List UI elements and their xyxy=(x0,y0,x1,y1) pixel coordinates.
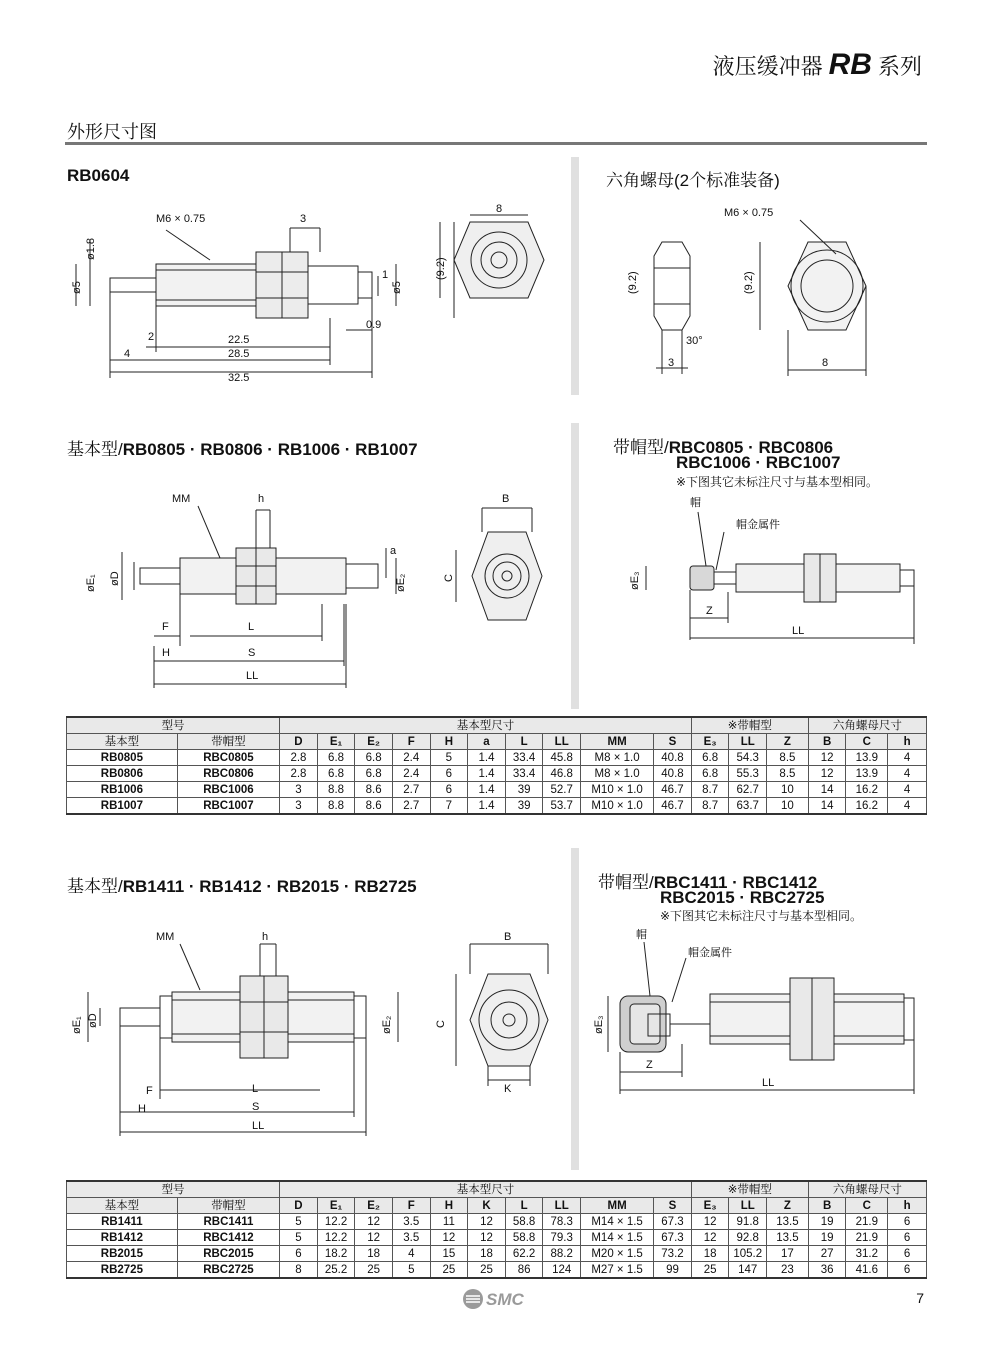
basic2-k: K xyxy=(504,1083,512,1095)
value-cell: 18.2 xyxy=(317,1246,355,1262)
t1-col: 基本型 xyxy=(67,734,178,750)
spec-table-1 xyxy=(66,716,927,815)
t2-group-basic: 基本型尺寸 xyxy=(280,1181,692,1198)
basic1-e2: øE₂ xyxy=(395,573,407,592)
value-cell: 91.8 xyxy=(729,1214,767,1230)
value-cell: 86 xyxy=(505,1262,543,1279)
value-cell: 12 xyxy=(808,766,846,782)
cap2-e3: øE₃ xyxy=(593,1015,605,1034)
cap1-title-line2: RBC1006 · RBC1007 xyxy=(676,453,841,472)
model-cell: RBC2725 xyxy=(177,1262,279,1279)
value-cell: 12.2 xyxy=(317,1214,355,1230)
value-cell: 19 xyxy=(808,1214,846,1230)
value-cell: 1.4 xyxy=(468,766,506,782)
rb0604-dim-09: 0.9 xyxy=(366,319,382,331)
basic2-e1: øE₁ xyxy=(71,1016,83,1034)
value-cell: 39 xyxy=(505,782,543,798)
value-cell: 13.5 xyxy=(767,1214,809,1230)
value-cell: 12 xyxy=(468,1230,506,1246)
cap2-ll: LL xyxy=(762,1077,775,1089)
value-cell: 6.8 xyxy=(691,766,729,782)
rb0604-drawing xyxy=(60,200,570,390)
basic2-c: C xyxy=(435,1020,447,1028)
value-cell: 16.2 xyxy=(846,798,888,815)
basic1-mm: MM xyxy=(172,493,191,505)
value-cell: 6.8 xyxy=(317,750,355,766)
value-cell: 6 xyxy=(430,766,468,782)
t1-col: B xyxy=(808,734,846,750)
section-title: 外形尺寸图 xyxy=(67,122,157,142)
value-cell: 6 xyxy=(888,1214,927,1230)
model-cell: RB2015 xyxy=(67,1246,178,1262)
value-cell: 105.2 xyxy=(729,1246,767,1262)
value-cell: 25 xyxy=(468,1262,506,1279)
value-cell: 17 xyxy=(767,1246,809,1262)
rb0604-dim-3: 3 xyxy=(300,213,307,225)
basic2-drawing xyxy=(60,924,570,1140)
divider-2 xyxy=(571,423,579,709)
t1-col: E₂ xyxy=(355,734,393,750)
value-cell: 7 xyxy=(430,798,468,815)
table-row xyxy=(67,1230,927,1246)
header-series: 系列 xyxy=(877,54,922,79)
value-cell: 79.3 xyxy=(543,1230,581,1246)
value-cell: 4 xyxy=(888,782,927,798)
value-cell: 88.2 xyxy=(543,1246,581,1262)
t2-col: E₂ xyxy=(355,1198,393,1214)
value-cell: 12 xyxy=(468,1214,506,1230)
rb0604-dim-325: 32.5 xyxy=(228,372,250,384)
value-cell: 31.2 xyxy=(846,1246,888,1262)
t1-col: LL xyxy=(729,734,767,750)
value-cell: 12 xyxy=(355,1230,393,1246)
value-cell: 52.7 xyxy=(543,782,581,798)
value-cell: 10 xyxy=(767,782,809,798)
cap2-title-line2: RBC2015 · RBC2725 xyxy=(660,888,825,907)
value-cell: M8 × 1.0 xyxy=(581,766,654,782)
value-cell: 6.8 xyxy=(355,766,393,782)
divider-1 xyxy=(571,157,579,395)
rb0604-dim-d5b: ø5 xyxy=(391,281,403,294)
value-cell: 63.7 xyxy=(729,798,767,815)
value-cell: 2.8 xyxy=(280,750,318,766)
t2-col: LL xyxy=(729,1198,767,1214)
rb0604-title: RB0604 xyxy=(67,166,130,185)
cap1-fitting: 帽金属件 xyxy=(736,519,780,531)
value-cell: 45.8 xyxy=(543,750,581,766)
rb0604-dim-225: 22.5 xyxy=(228,334,250,346)
table-row xyxy=(67,1214,927,1230)
value-cell: 67.3 xyxy=(654,1214,692,1230)
t1-col: a xyxy=(468,734,506,750)
t2-col: LL xyxy=(543,1198,581,1214)
value-cell: 2.8 xyxy=(280,766,318,782)
divider-3 xyxy=(571,848,579,1170)
header-title-cn: 液压缓冲器 xyxy=(712,54,823,79)
table-row xyxy=(67,798,927,815)
value-cell: 10 xyxy=(767,798,809,815)
t2-col: S xyxy=(654,1198,692,1214)
t1-group-model: 型号 xyxy=(67,717,280,734)
t2-col: F xyxy=(392,1198,430,1214)
model-cell: RB1006 xyxy=(67,782,178,798)
basic2-ll: LL xyxy=(252,1120,265,1132)
rb0604-dim-4: 4 xyxy=(124,348,131,360)
cap2-title-line1: 带帽型/RBC1411 · RBC1412 xyxy=(598,873,818,892)
cap2-z: Z xyxy=(646,1059,653,1071)
value-cell: 14 xyxy=(808,798,846,815)
value-cell: 1.4 xyxy=(468,782,506,798)
hex-angle: 30° xyxy=(686,335,703,347)
value-cell: 23 xyxy=(767,1262,809,1279)
table-row xyxy=(67,750,927,766)
basic2-mm: MM xyxy=(156,931,175,943)
basic1-e1: øE₁ xyxy=(85,574,97,592)
value-cell: 55.3 xyxy=(729,766,767,782)
value-cell: 6.8 xyxy=(317,766,355,782)
t1-col: Z xyxy=(767,734,809,750)
t2-col: H xyxy=(430,1198,468,1214)
page-header xyxy=(713,48,922,82)
value-cell: 8.5 xyxy=(767,750,809,766)
basic2-d: øD xyxy=(87,1013,99,1028)
t1-col: 带帽型 xyxy=(177,734,279,750)
value-cell: 1.4 xyxy=(468,798,506,815)
value-cell: 18 xyxy=(355,1246,393,1262)
rb0604-dim-d18: ø1.8 xyxy=(85,237,97,260)
value-cell: 12 xyxy=(430,1230,468,1246)
value-cell: M10 × 1.0 xyxy=(581,782,654,798)
value-cell: 12 xyxy=(355,1214,393,1230)
basic1-l: L xyxy=(248,621,255,633)
value-cell: 6 xyxy=(888,1246,927,1262)
value-cell: 41.6 xyxy=(846,1262,888,1279)
value-cell: 6 xyxy=(280,1246,318,1262)
rb0604-dim-2: 2 xyxy=(148,331,155,343)
basic1-title: 基本型/RB0805 · RB0806 · RB1006 · RB1007 xyxy=(67,440,418,459)
cap2-cap: 帽 xyxy=(636,929,647,941)
smc-logo xyxy=(462,1288,534,1310)
basic1-s: S xyxy=(248,647,256,659)
cap2-fitting: 帽金属件 xyxy=(688,947,732,959)
value-cell: 13.9 xyxy=(846,750,888,766)
value-cell: 40.8 xyxy=(654,750,692,766)
table-row xyxy=(67,766,927,782)
t2-col: 基本型 xyxy=(67,1198,178,1214)
t2-col: E₃ xyxy=(691,1198,729,1214)
t1-col: E₃ xyxy=(691,734,729,750)
value-cell: 8.8 xyxy=(317,798,355,815)
page-number: 7 xyxy=(916,1290,924,1306)
value-cell: 46.7 xyxy=(654,798,692,815)
t2-col: Z xyxy=(767,1198,809,1214)
value-cell: 147 xyxy=(729,1262,767,1279)
cap1-drawing xyxy=(610,488,930,648)
value-cell: 21.9 xyxy=(846,1230,888,1246)
value-cell: 8.7 xyxy=(691,798,729,815)
spec-table-2 xyxy=(66,1180,927,1279)
value-cell: 25 xyxy=(355,1262,393,1279)
t2-col: 带帽型 xyxy=(177,1198,279,1214)
model-cell: RBC1411 xyxy=(177,1214,279,1230)
rb0604-dim-d5a: ø5 xyxy=(71,281,83,294)
value-cell: 25 xyxy=(430,1262,468,1279)
t1-col: L xyxy=(505,734,543,750)
value-cell: 21.9 xyxy=(846,1214,888,1230)
value-cell: 6.8 xyxy=(355,750,393,766)
basic1-drawing xyxy=(60,486,570,696)
value-cell: 13.9 xyxy=(846,766,888,782)
value-cell: 12 xyxy=(808,750,846,766)
basic1-a: a xyxy=(390,545,397,557)
value-cell: 5 xyxy=(392,1262,430,1279)
value-cell: 6 xyxy=(430,782,468,798)
value-cell: 3.5 xyxy=(392,1230,430,1246)
table-row xyxy=(67,782,927,798)
cap1-note: ※下图其它未标注尺寸与基本型相同。 xyxy=(676,475,879,489)
hex-dim-92a: (9.2) xyxy=(627,271,639,294)
value-cell: M14 × 1.5 xyxy=(581,1214,654,1230)
t2-col: MM xyxy=(581,1198,654,1214)
value-cell: 40.8 xyxy=(654,766,692,782)
value-cell: 39 xyxy=(505,798,543,815)
model-cell: RBC0805 xyxy=(177,750,279,766)
value-cell: 2.7 xyxy=(392,782,430,798)
hex-dim-92b: (9.2) xyxy=(743,271,755,294)
value-cell: 53.7 xyxy=(543,798,581,815)
t1-group-nut: 六角螺母尺寸 xyxy=(808,717,926,734)
value-cell: M14 × 1.5 xyxy=(581,1230,654,1246)
value-cell: 4 xyxy=(888,750,927,766)
t1-col: F xyxy=(392,734,430,750)
value-cell: 33.4 xyxy=(505,750,543,766)
cap2-note: ※下图其它未标注尺寸与基本型相同。 xyxy=(660,909,863,923)
basic2-b: B xyxy=(504,931,512,943)
value-cell: 2.4 xyxy=(392,750,430,766)
basic1-b: B xyxy=(502,493,510,505)
table-row xyxy=(67,1246,927,1262)
model-cell: RBC2015 xyxy=(177,1246,279,1262)
t1-col: S xyxy=(654,734,692,750)
hex-nut-title: 六角螺母(2个标准装备) xyxy=(606,171,780,190)
basic2-e2: øE₂ xyxy=(381,1015,393,1034)
t2-col: C xyxy=(846,1198,888,1214)
t1-col: LL xyxy=(543,734,581,750)
model-cell: RB0806 xyxy=(67,766,178,782)
value-cell: 62.7 xyxy=(729,782,767,798)
value-cell: 16.2 xyxy=(846,782,888,798)
t1-col: MM xyxy=(581,734,654,750)
cap1-cap: 帽 xyxy=(690,497,701,509)
rb0604-dim-8: 8 xyxy=(496,203,503,215)
basic1-f: F xyxy=(162,621,169,633)
value-cell: 11 xyxy=(430,1214,468,1230)
smc-logo-text: SMC xyxy=(486,1290,524,1309)
t2-col: K xyxy=(468,1198,506,1214)
table-row xyxy=(67,1262,927,1279)
basic2-l: L xyxy=(252,1083,259,1095)
rb0604-dim-1: 1 xyxy=(382,269,389,281)
model-cell: RB1411 xyxy=(67,1214,178,1230)
t1-col: H xyxy=(430,734,468,750)
value-cell: 58.8 xyxy=(505,1230,543,1246)
value-cell: 8.8 xyxy=(317,782,355,798)
value-cell: 5 xyxy=(430,750,468,766)
value-cell: 73.2 xyxy=(654,1246,692,1262)
value-cell: 8.7 xyxy=(691,782,729,798)
value-cell: 92.8 xyxy=(729,1230,767,1246)
value-cell: 4 xyxy=(888,798,927,815)
value-cell: 2.4 xyxy=(392,766,430,782)
value-cell: 12 xyxy=(691,1230,729,1246)
value-cell: 36 xyxy=(808,1262,846,1279)
value-cell: 1.4 xyxy=(468,750,506,766)
t2-group-model: 型号 xyxy=(67,1181,280,1198)
basic2-s: S xyxy=(252,1101,260,1113)
t2-col: E₁ xyxy=(317,1198,355,1214)
cap1-z: Z xyxy=(706,605,713,617)
t1-col: D xyxy=(280,734,318,750)
value-cell: 78.3 xyxy=(543,1214,581,1230)
t1-group-cap: ※带帽型 xyxy=(691,717,808,734)
basic2-h: h xyxy=(262,931,269,943)
value-cell: 124 xyxy=(543,1262,581,1279)
t2-col: h xyxy=(888,1198,927,1214)
section-rule xyxy=(65,142,927,145)
value-cell: 54.3 xyxy=(729,750,767,766)
value-cell: 3 xyxy=(280,798,318,815)
value-cell: 2.7 xyxy=(392,798,430,815)
t2-col: D xyxy=(280,1198,318,1214)
value-cell: 19 xyxy=(808,1230,846,1246)
value-cell: 8.6 xyxy=(355,798,393,815)
value-cell: 3 xyxy=(280,782,318,798)
value-cell: 58.8 xyxy=(505,1214,543,1230)
value-cell: M10 × 1.0 xyxy=(581,798,654,815)
cap1-title-line1: 带帽型/RBC0805 · RBC0806 xyxy=(613,438,834,457)
model-cell: RBC0806 xyxy=(177,766,279,782)
t1-col: C xyxy=(846,734,888,750)
value-cell: 33.4 xyxy=(505,766,543,782)
t2-group-nut: 六角螺母尺寸 xyxy=(808,1181,926,1198)
cap1-ll: LL xyxy=(792,625,805,637)
value-cell: M20 × 1.5 xyxy=(581,1246,654,1262)
t1-col: E₁ xyxy=(317,734,355,750)
value-cell: 8.6 xyxy=(355,782,393,798)
value-cell: 8.5 xyxy=(767,766,809,782)
value-cell: 67.3 xyxy=(654,1230,692,1246)
value-cell: 46.7 xyxy=(654,782,692,798)
model-cell: RB1412 xyxy=(67,1230,178,1246)
basic1-d: øD xyxy=(109,571,121,586)
header-model: RB xyxy=(828,48,872,81)
t2-group-cap: ※带帽型 xyxy=(691,1181,808,1198)
cap1-e3: øE₃ xyxy=(629,571,641,590)
rb0604-dim-285: 28.5 xyxy=(228,348,250,360)
value-cell: 12.2 xyxy=(317,1230,355,1246)
value-cell: 62.2 xyxy=(505,1246,543,1262)
value-cell: 4 xyxy=(888,766,927,782)
value-cell: 8 xyxy=(280,1262,318,1279)
value-cell: 5 xyxy=(280,1230,318,1246)
value-cell: 99 xyxy=(654,1262,692,1279)
value-cell: 3.5 xyxy=(392,1214,430,1230)
value-cell: 25 xyxy=(691,1262,729,1279)
basic1-c: C xyxy=(443,574,455,582)
hex-nut-drawing xyxy=(600,198,930,388)
basic2-h2: H xyxy=(138,1103,146,1115)
model-cell: RBC1007 xyxy=(177,798,279,815)
hex-thread-label: M6 × 0.75 xyxy=(724,207,774,219)
t2-col: L xyxy=(505,1198,543,1214)
value-cell: 27 xyxy=(808,1246,846,1262)
t2-col: B xyxy=(808,1198,846,1214)
basic1-h: h xyxy=(258,493,265,505)
model-cell: RB1007 xyxy=(67,798,178,815)
basic2-title: 基本型/RB1411 · RB1412 · RB2015 · RB2725 xyxy=(67,877,417,896)
value-cell: 13.5 xyxy=(767,1230,809,1246)
value-cell: 46.8 xyxy=(543,766,581,782)
model-cell: RBC1006 xyxy=(177,782,279,798)
basic1-ll: LL xyxy=(246,670,259,682)
basic1-h2: H xyxy=(162,647,170,659)
model-cell: RB0805 xyxy=(67,750,178,766)
hex-dim-8: 8 xyxy=(822,357,829,369)
value-cell: 12 xyxy=(691,1214,729,1230)
value-cell: 6.8 xyxy=(691,750,729,766)
value-cell: 4 xyxy=(392,1246,430,1262)
basic2-f: F xyxy=(146,1085,153,1097)
smc-logo-mark xyxy=(463,1289,525,1309)
model-cell: RB2725 xyxy=(67,1262,178,1279)
value-cell: 6 xyxy=(888,1262,927,1279)
value-cell: 25.2 xyxy=(317,1262,355,1279)
cap2-drawing xyxy=(590,922,930,1102)
hex-dim-3: 3 xyxy=(668,357,675,369)
value-cell: 15 xyxy=(430,1246,468,1262)
t1-col: h xyxy=(888,734,927,750)
value-cell: 5 xyxy=(280,1214,318,1230)
t1-group-basic: 基本型尺寸 xyxy=(280,717,692,734)
rb0604-thread-label: M6 × 0.75 xyxy=(156,213,206,225)
model-cell: RBC1412 xyxy=(177,1230,279,1246)
value-cell: M27 × 1.5 xyxy=(581,1262,654,1279)
rb0604-dim-92: (9.2) xyxy=(435,257,447,280)
value-cell: 14 xyxy=(808,782,846,798)
value-cell: 6 xyxy=(888,1230,927,1246)
value-cell: 18 xyxy=(691,1246,729,1262)
value-cell: 18 xyxy=(468,1246,506,1262)
value-cell: M8 × 1.0 xyxy=(581,750,654,766)
